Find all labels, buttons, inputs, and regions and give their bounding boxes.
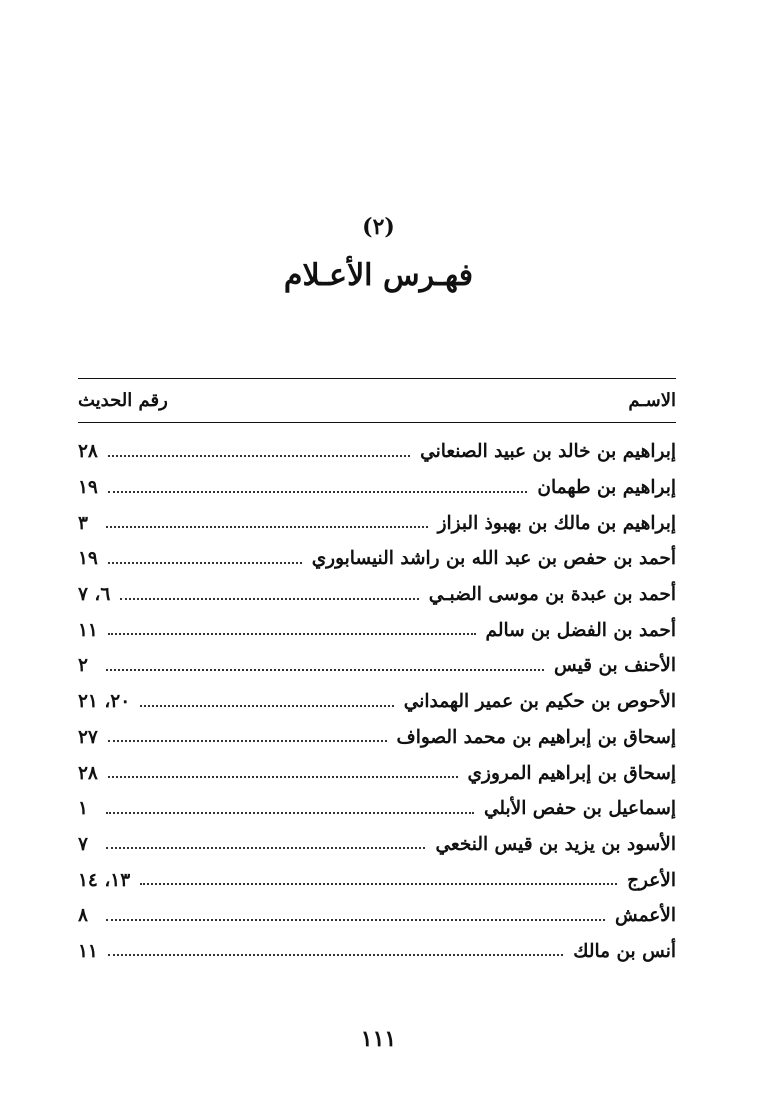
header-top-rule <box>78 378 676 379</box>
dot-leader <box>120 598 418 600</box>
dot-leader <box>108 562 302 564</box>
index-entry <box>78 720 676 756</box>
entry-refs: ٨ <box>78 905 88 927</box>
page-title: فهـرس الأعـلام <box>283 258 474 293</box>
entry-name: إبراهيم بن خالد بن عبيد الصنعاني <box>420 441 676 463</box>
dot-leader <box>106 526 428 528</box>
table-header <box>78 384 676 416</box>
index-entry <box>78 541 676 577</box>
header-bottom-rule <box>78 422 676 423</box>
index-entry <box>78 684 676 720</box>
ref-column-header: رقم الحديث <box>78 389 168 411</box>
index-entry <box>78 898 676 934</box>
dot-leader <box>108 954 563 956</box>
entry-name: الأسود بن يزيد بن قيس النخعي <box>435 833 676 855</box>
entry-name: إبراهيم بن مالك بن بهبوذ البزاز <box>437 512 676 534</box>
entry-refs: ٢ <box>78 655 88 677</box>
page-number: ١١١ <box>360 1026 397 1052</box>
entry-refs: ١٩ <box>78 477 98 499</box>
index-entry <box>78 827 676 863</box>
entry-name: إسماعيل بن حفص الأبلي <box>483 798 676 820</box>
entry-refs: ٢٨ <box>78 762 98 784</box>
index-entry <box>78 505 676 541</box>
dot-leader <box>108 491 528 493</box>
index-entry <box>78 648 676 684</box>
dot-leader <box>106 919 605 921</box>
index-entry <box>78 434 676 470</box>
entry-name: أحمد بن حفص بن عبد الله بن راشد النيسابوري <box>311 548 676 570</box>
index-entry <box>78 791 676 827</box>
entry-refs: ٢٠، ٢١ <box>78 691 131 713</box>
entry-name: الأعرج <box>627 869 676 891</box>
dot-leader <box>108 776 458 778</box>
index-entry <box>78 470 676 506</box>
entry-name: أنس بن مالك <box>573 940 676 962</box>
entry-name: إسحاق بن إبراهيم المروزي <box>467 762 676 784</box>
dot-leader <box>106 847 425 849</box>
dot-leader <box>108 633 476 635</box>
index-entry <box>78 755 676 791</box>
entry-refs: ١١ <box>78 940 98 962</box>
section-number: (٢) <box>362 214 395 240</box>
entry-name: الأعمش <box>614 905 676 927</box>
dot-leader <box>106 812 474 814</box>
entry-refs: ٢٧ <box>78 726 98 748</box>
entry-name: إبراهيم بن طهمان <box>537 477 676 499</box>
entry-refs: ٧ <box>78 833 88 855</box>
dot-leader <box>140 705 394 707</box>
index-entry <box>78 934 676 970</box>
dot-leader <box>108 740 387 742</box>
entry-name: الأحنف بن قيس <box>554 655 676 677</box>
entry-refs: ١٣، ١٤ <box>78 869 131 891</box>
entry-refs: ١١ <box>78 619 98 641</box>
entry-name: أحمد بن الفضل بن سالم <box>485 619 676 641</box>
dot-leader <box>108 455 410 457</box>
entry-name: أحمد بن عبدة بن موسى الضبـي <box>428 584 676 606</box>
entry-refs: ٣ <box>78 512 88 534</box>
entry-name: إسحاق بن إبراهيم بن محمد الصواف <box>396 726 676 748</box>
entry-refs: ١ <box>78 798 88 820</box>
index-entry <box>78 862 676 898</box>
dot-leader <box>140 883 617 885</box>
dot-leader <box>106 669 544 671</box>
entry-refs: ٢٨ <box>78 441 98 463</box>
entry-refs: ٦، ٧ <box>78 584 111 606</box>
index-entry <box>78 577 676 613</box>
entry-name: الأحوص بن حكيم بن عمير الهمداني <box>403 691 676 713</box>
entry-refs: ١٩ <box>78 548 98 570</box>
index-list <box>78 434 676 969</box>
index-entry <box>78 612 676 648</box>
name-column-header: الاسـم <box>628 389 676 411</box>
